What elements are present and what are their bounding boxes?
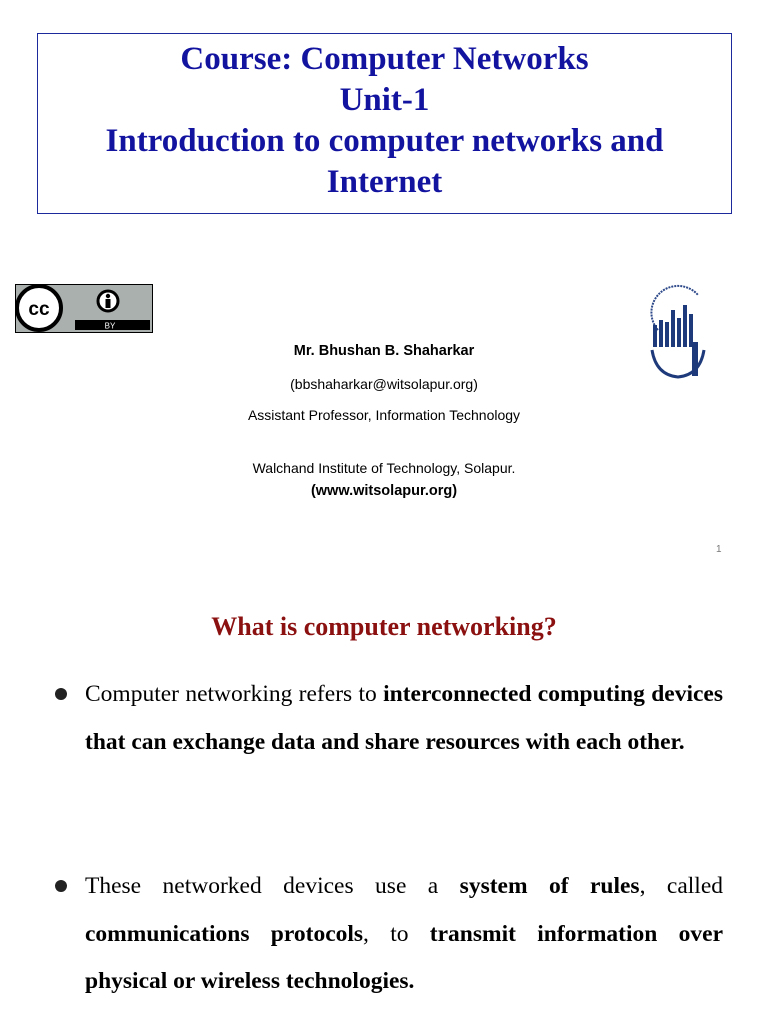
course-title: Course: Computer Networks — [180, 41, 589, 77]
svg-text:cc: cc — [28, 299, 50, 320]
institute-website: (www.witsolapur.org) — [310, 483, 458, 499]
title-box — [37, 33, 732, 214]
bullet-2-text-a: These networked devices use a — [85, 873, 460, 899]
page-number: 1 — [716, 544, 722, 555]
bullet-icon — [55, 688, 67, 700]
unit-title: Unit-1 — [339, 82, 430, 118]
license-by-text: BY — [104, 321, 116, 331]
topic-title-line2: Internet — [326, 164, 443, 200]
cc-by-license-badge — [15, 284, 153, 333]
bullet-2-text-b: , called — [639, 873, 723, 899]
author-role: Assistant Professor, Information Technology — [247, 407, 521, 423]
slide-title: What is computer networking? — [211, 612, 557, 641]
bullet-1-text: Computer networking refers to — [85, 681, 384, 707]
author-name: Mr. Bhushan B. Shaharkar — [293, 343, 475, 359]
author-email: (bbshaharkar@witsolapur.org) — [290, 376, 478, 392]
bullet-2-text-c: , to — [363, 920, 430, 947]
bullet-2-bold-a: system of rules — [459, 873, 640, 899]
bullet-2-bold-c: transmit information over physical or wireless technologies. — [85, 920, 723, 994]
bullet-icon — [55, 880, 67, 892]
bullet-2 — [85, 863, 723, 1006]
bullet-2-bold-b: communications protocols — [85, 920, 364, 947]
bullet-1 — [85, 671, 723, 766]
author-institute: Walchand Institute of Technology, Solapur. — [252, 460, 516, 476]
institute-logo — [648, 280, 708, 380]
topic-title-line1: Introduction to computer networks and — [105, 123, 664, 159]
bullet-1-bold: interconnected computing devices that can exchange data and share resources with each other. — [85, 681, 723, 755]
